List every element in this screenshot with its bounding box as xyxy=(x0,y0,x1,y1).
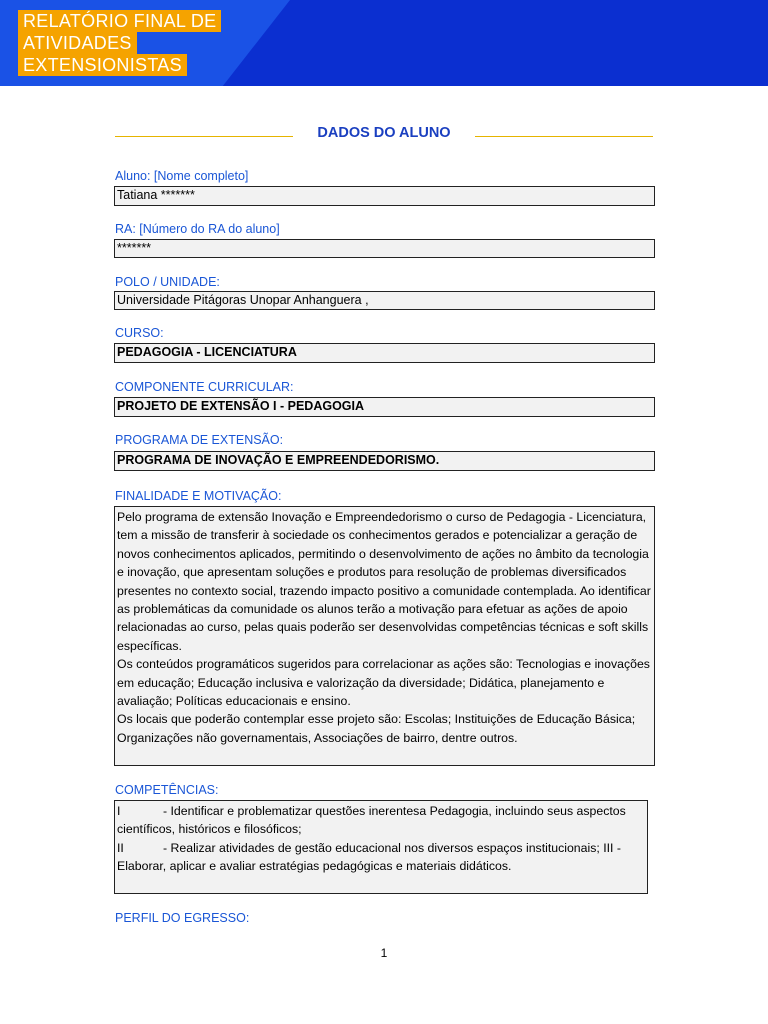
heading-rule-right xyxy=(475,136,653,137)
componente-field[interactable]: PROJETO DE EXTENSÃO I - PEDAGOGIA xyxy=(114,397,655,417)
competencia-item xyxy=(117,839,645,876)
competencias-field[interactable] xyxy=(114,800,648,894)
competencia-text: - Identificar e problematizar questões inerentesa Pedagogia, incluindo seus aspectos científicos, históricos e filosóficos; xyxy=(117,804,626,837)
componente-label: COMPONENTE CURRICULAR: xyxy=(115,380,294,394)
finalidade-paragraph: Pelo programa de extensão Inovação e Empreendedorismo o curso de Pedagogia - Licenciatura, tem a missão de transferir à sociedade os conhecimentos gerados e potencializar a geração de novos conhecimentos aplicados, permitindo o desenvolvimento de ações no âmbito da tecnologia e inovação, que apresentam soluções e produtos para resolução de problemas diversificados presentes no contexto social, trazendo impacto positivo a comunidade contemplada. Ao identificar as problemáticas da comunidade os alunos terão a motivação para efetuar as ações de apoio relacionadas ao curso, pelas quais poderão ser desenvolvidas competências técnicas e soft skills específicas. xyxy=(117,510,651,653)
section-title: DADOS DO ALUNO xyxy=(317,125,451,141)
perfil-label: PERFIL DO EGRESSO: xyxy=(115,911,250,925)
polo-field[interactable]: Universidade Pitágoras Unopar Anhanguera , xyxy=(114,291,655,310)
competencias-label: COMPETÊNCIAS: xyxy=(115,783,219,797)
page-number: 1 xyxy=(380,946,388,960)
ra-field[interactable]: ******* xyxy=(114,239,655,258)
section-heading xyxy=(115,124,653,146)
finalidade-paragraph: Os conteúdos programáticos sugeridos para correlacionar as ações são: Tecnologias e inovações em educação; Educação inclusiva e valorização da diversidade; Didática, planejamento e avaliação; Políticas educacionais e ensino. xyxy=(117,657,650,709)
finalidade-field[interactable] xyxy=(114,506,655,766)
competencia-number: II xyxy=(117,840,124,855)
aluno-label: Aluno: [Nome completo] xyxy=(115,169,249,183)
report-title xyxy=(18,10,221,76)
curso-label: CURSO: xyxy=(115,326,164,340)
competencia-text: - Realizar atividades de gestão educacional nos diversos espaços institucionais; III - Elaborar, aplicar e avaliar estratégias pedagógicas e materiais didáticos. xyxy=(117,840,621,874)
report-title-line: ATIVIDADES xyxy=(18,32,137,54)
finalidade-label: FINALIDADE E MOTIVAÇÃO: xyxy=(115,489,282,503)
header-banner xyxy=(0,0,768,86)
aluno-field[interactable]: Tatiana ******* xyxy=(114,186,655,206)
programa-label: PROGRAMA DE EXTENSÃO: xyxy=(115,433,284,447)
polo-label: POLO / UNIDADE: xyxy=(115,275,220,289)
ra-label: RA: [Número do RA do aluno] xyxy=(115,222,280,236)
report-title-line: EXTENSIONISTAS xyxy=(18,54,187,76)
report-title-line: RELATÓRIO FINAL DE xyxy=(18,10,221,32)
competencia-number: I xyxy=(117,804,121,818)
competencia-item xyxy=(117,802,645,839)
curso-field[interactable]: PEDAGOGIA - LICENCIATURA xyxy=(114,343,655,363)
programa-field[interactable]: PROGRAMA DE INOVAÇÃO E EMPREENDEDORISMO. xyxy=(114,451,655,471)
finalidade-paragraph: Os locais que poderão contemplar esse projeto são: Escolas; Instituições de Educação Básica; Organizações não governamentais, Associações de bairro, dentre outros. xyxy=(117,712,636,745)
